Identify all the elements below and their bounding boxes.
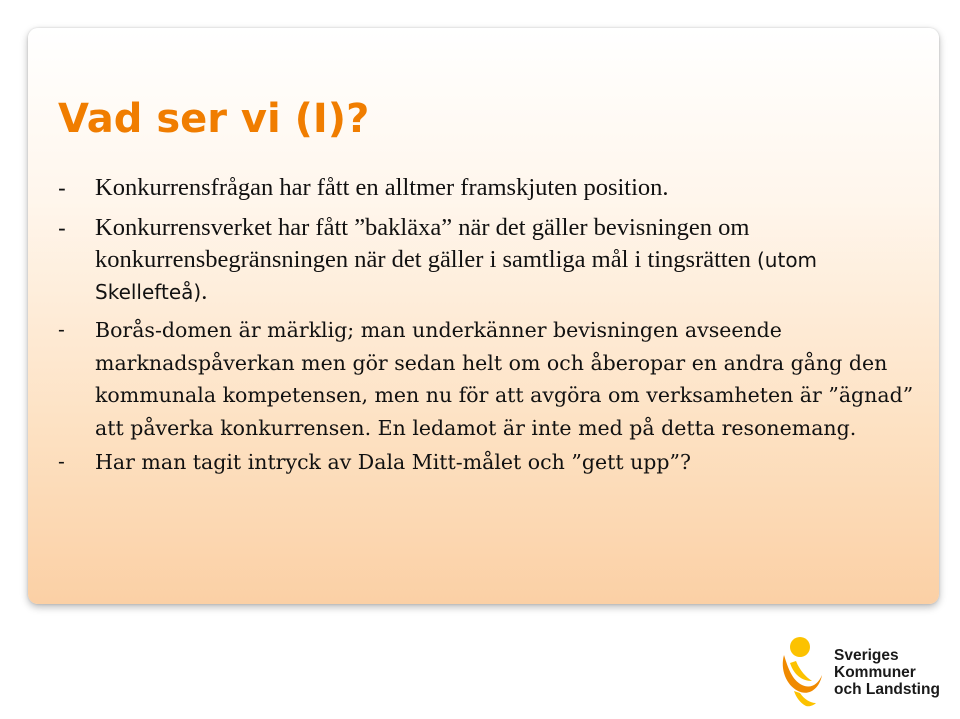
slide-title: Vad ser vi (I)? — [58, 96, 370, 142]
logo-line: och Landsting — [834, 681, 940, 698]
bullet-dash: - — [58, 318, 65, 341]
bullet-list — [58, 172, 918, 487]
bullet-text: Borås-domen är märklig; man underkänner bevisningen avseende marknadspåverkan men gör sedan helt om och åberopar en andra gång den kommunala kompetensen, men nu för att avgöra om verksamheten är ”ägnad” att påverka konkurrensen. En ledamot är inte med på detta resonemang. — [95, 318, 914, 440]
bullet-text: Konkurrensverket har fått ”bakläxa” när det gäller bevisningen om konkurrensbegränsningen när det gäller i samtliga mål i tingsrätten — [95, 214, 757, 273]
bullet-dash: - — [58, 450, 65, 474]
bullet-item — [58, 314, 918, 444]
bullet-text-end: . — [201, 278, 208, 305]
bullet-dash: - — [58, 215, 66, 241]
bullet-text-sans: (utom Skellefteå) — [95, 248, 818, 304]
logo-line: Kommuner — [834, 664, 916, 681]
skl-logo — [780, 635, 950, 710]
skl-logo-text — [834, 647, 940, 698]
bullet-item — [58, 446, 918, 479]
bullet-text: Konkurrensfrågan har fått en alltmer framskjuten position. — [95, 174, 669, 201]
bullet-text: Har man tagit intryck av Dala Mitt-målet och ”gett upp”? — [95, 450, 692, 475]
bullet-item — [58, 172, 918, 204]
logo-line: Sveriges — [834, 647, 899, 664]
bullet-dash: - — [58, 175, 66, 201]
bullet-item — [58, 212, 918, 308]
skl-figure-icon — [780, 635, 824, 707]
